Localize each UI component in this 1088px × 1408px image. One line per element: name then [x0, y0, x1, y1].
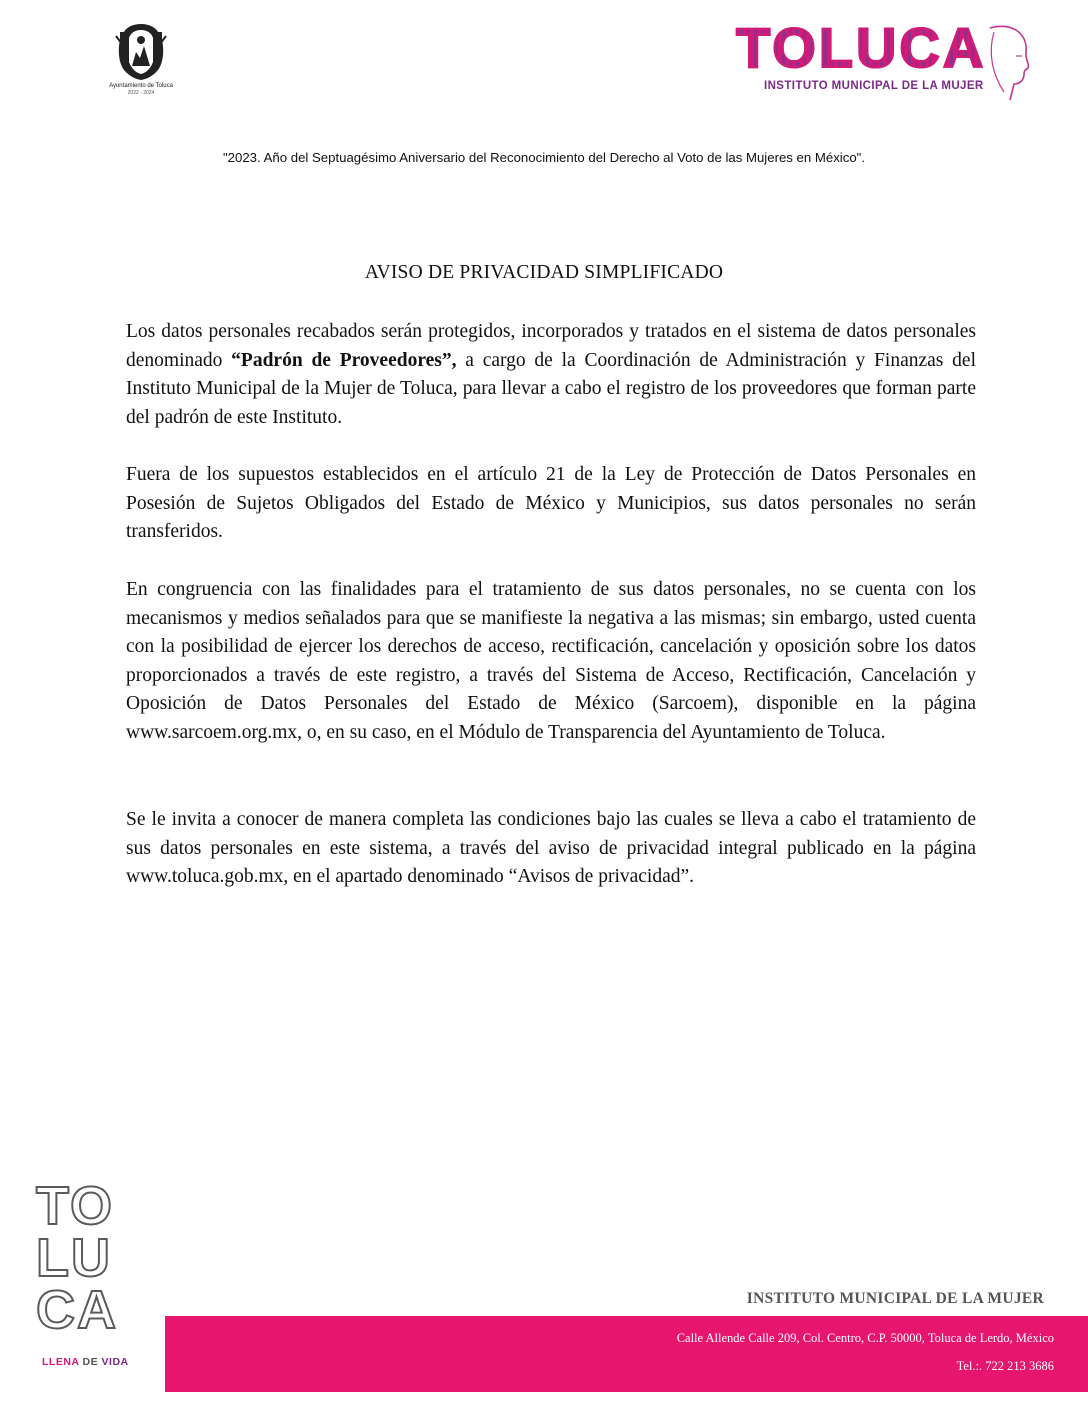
tagline-word: VIDA	[101, 1356, 129, 1368]
tagline-word: DE	[82, 1356, 99, 1368]
p1-text-end: a cargo de la Coordinación de Administración y Finanzas del Instituto Municipal de la Mujer de Toluca, para llevar a cabo el registro de los proveedores que forman parte del padrón de este Instituto.	[126, 349, 976, 428]
footer-address: Calle Allende Calle 209, Col. Centro, C.P. 50000, Toluca de Lerdo, México	[676, 1331, 1054, 1345]
registry-name: “Padrón de Proveedores”,	[231, 349, 457, 371]
p1-text-start: Los datos personales recabados serán protegidos, incorporados y tratados en el sistema de datos personales denominado	[126, 321, 976, 371]
footer-contact-band	[165, 1316, 1088, 1392]
footer-tagline	[42, 1356, 129, 1368]
logo-subtitle: INSTITUTO MUNICIPAL DE LA MUJER	[764, 80, 984, 92]
footer-organization-name: INSTITUTO MUNICIPAL DE LA MUJER	[746, 1290, 1044, 1307]
footer-toluca-logo	[36, 1176, 156, 1380]
coat-of-arms	[96, 22, 186, 106]
paragraph-transfers: Fuera de los supuestos establecidos en el artículo 21 de la Ley de Protección de Datos Personales en Posesión de Sujetos Obligados del Estado de México y Municipios, sus datos personales no serán transferidos.	[126, 464, 976, 543]
toluca-institute-logo	[736, 18, 1036, 108]
coat-of-arms-icon	[114, 22, 168, 82]
coat-of-arms-caption: Ayuntamiento de Toluca	[109, 83, 173, 89]
year-slogan: "2023. Año del Septuagésimo Aniversario del Reconocimiento del Derecho al Voto de las Mujeres en México".	[223, 150, 865, 165]
paragraph-data-collection	[126, 318, 976, 432]
tagline-word: LLENA	[42, 1356, 80, 1368]
footer-logo-line: CA	[36, 1280, 118, 1340]
logo-wordmark: TOLUCA	[736, 18, 1006, 78]
footer-phone: Tel.:. 722 213 3686	[956, 1359, 1054, 1373]
footer-logo-line: LU	[36, 1228, 112, 1288]
paragraph-arco-rights: En congruencia con las finalidades para el tratamiento de sus datos personales, no se cuenta con los mecanismos y medios señalados para que se manifieste la negativa a las mismas; sin embargo, usted cuenta con la posibilidad de ejercer los derechos de acceso, rectificación, cancelación y oposición sobre los datos proporcionados a través de este registro, a través del Sistema de Acceso, Rectificación, Cancelación y Oposición de Datos Personales del Estado de México (Sarcoem), disponible en la página www.sarcoem.org.mx, o, en su caso, en el Módulo de Transparencia del Ayuntamiento de Toluca.	[126, 579, 976, 743]
paragraph-full-notice: Se le invita a conocer de manera completa las condiciones bajo las cuales se lleva a cabo el tratamiento de sus datos personales en este sistema, a través del aviso de privacidad integral publicado en la página www.toluca.gob.mx, en el apartado denominado “Avisos de privacidad”.	[126, 809, 976, 888]
footer-logo-letters	[36, 1176, 146, 1340]
woman-profile-icon	[980, 22, 1036, 106]
footer-logo-line: TO	[36, 1176, 115, 1236]
coat-of-arms-years: 2022 - 2024	[127, 90, 155, 96]
document-title: AVISO DE PRIVACIDAD SIMPLIFICADO	[364, 262, 724, 283]
